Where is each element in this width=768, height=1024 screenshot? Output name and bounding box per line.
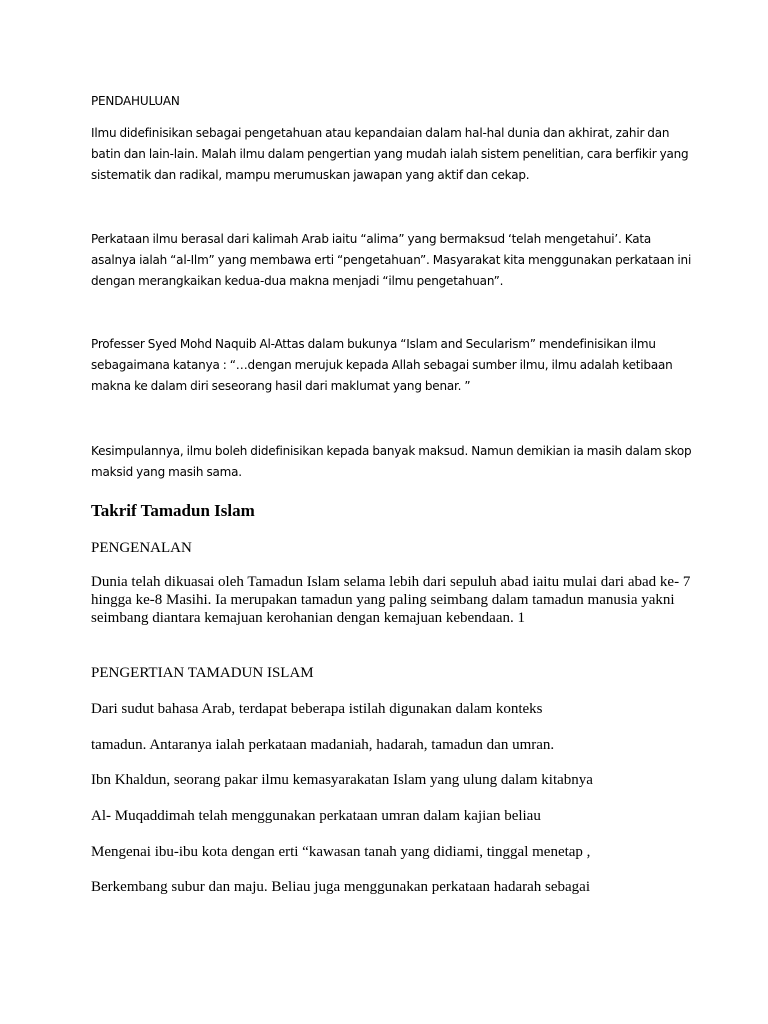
body-line: Dari sudut bahasa Arab, terdapat beberapa istilah digunakan dalam konteks <box>91 701 543 717</box>
paragraph-pengenalan: Dunia telah dikuasai oleh Tamadun Islam selama lebih dari sepuluh abad iaitu mulai dari abad ke- 7 hingga ke-8 Masihi. Ia merupakan tamadun yang paling seimbang dalam tamadun manusia yakni seimbang diantara kemajuan kerohanian dengan kemajuan kebendaan. 1 <box>91 574 691 626</box>
heading-pendahuluan: PENDAHULUAN <box>91 94 180 108</box>
body-line: Berkembang subur dan maju. Beliau juga menggunakan perkataan hadarah sebagai <box>91 879 590 895</box>
body-line: Ibn Khaldun, seorang pakar ilmu kemasyarakatan Islam yang ulung dalam kitabnya <box>91 772 593 788</box>
paragraph-ilmu-definition: Ilmu didefinisikan sebagai pengetahuan atau kepandaian dalam hal-hal dunia dan akhirat, zahir dan batin dan lain-lain. Malah ilmu dalam pengertian yang mudah ialah sistem penelitian, cara berfikir yang sistematik dan radikal, mampu merumuskan jawapan yang aktif dan cekap. <box>91 126 689 182</box>
body-line: Al- Muqaddimah telah menggunakan perkataan umran dalam kajian beliau <box>91 808 541 824</box>
body-line: Mengenai ibu-ibu kota dengan erti “kawasan tanah yang didiami, tinggal menetap , <box>91 844 591 860</box>
paragraph-kesimpulan: Kesimpulannya, ilmu boleh didefinisikan kepada banyak maksud. Namun demikian ia masih dalam skop maksid yang masih sama. <box>91 444 692 479</box>
body-line: tamadun. Antaranya ialah perkataan madaniah, hadarah, tamadun dan umran. <box>91 737 555 753</box>
heading-pengertian-tamadun-islam: PENGERTIAN TAMADUN ISLAM <box>91 665 314 681</box>
paragraph-al-attas-definition: Professer Syed Mohd Naquib Al-Attas dalam bukunya “Islam and Secularism” mendefinisikan ilmu sebagaimana katanya : “…dengan merujuk kepada Allah sebagai sumber ilmu, ilmu adalah ketibaan makna ke dalam diri seseorang hasil dari maklumat yang benar. ” <box>91 337 673 393</box>
heading-pengenalan: PENGENALAN <box>91 540 192 556</box>
paragraph-ilmu-origin: Perkataan ilmu berasal dari kalimah Arab iaitu “alima” yang bermaksud ‘telah mengetahui’. Kata asalnya ialah “al-Ilm” yang membawa erti “pengetahuan”. Masyarakat kita menggunakan perkataan ini dengan merangkaikan kedua-dua makna menjadi “ilmu pengetahuan”. <box>91 232 692 288</box>
title-takrif-tamadun-islam: Takrif Tamadun Islam <box>91 501 255 520</box>
